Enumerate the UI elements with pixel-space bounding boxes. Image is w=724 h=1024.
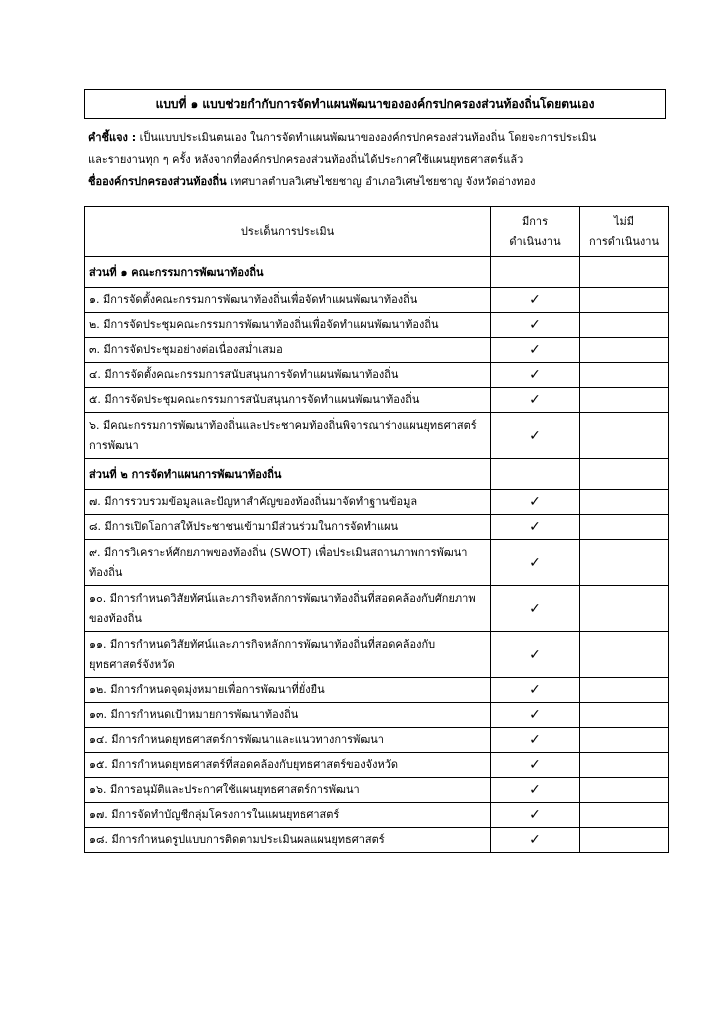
- section-row: [85, 459, 669, 490]
- check-icon: ✓: [491, 288, 580, 313]
- check-icon: ✓: [491, 413, 580, 459]
- header-done: มีการ ดำเนินงาน: [491, 207, 580, 257]
- not-done-cell: [580, 540, 669, 586]
- check-icon: ✓: [491, 678, 580, 703]
- check-icon: ✓: [491, 728, 580, 753]
- table-row: [85, 803, 669, 828]
- not-done-cell: [580, 413, 669, 459]
- instruction-label: คำชี้แจง :: [88, 131, 137, 144]
- form-title: แบบที่ ๑ แบบช่วยกำกับการจัดทำแผนพัฒนาขององค์กรปกครองส่วนท้องถิ่นโดยตนเอง: [84, 89, 666, 119]
- organization-label: ชื่อองค์กรปกครองส่วนท้องถิ่น: [88, 175, 227, 188]
- check-icon: ✓: [491, 703, 580, 728]
- item-label: ๒. มีการจัดประชุมคณะกรรมการพัฒนาท้องถิ่นเพื่อจัดทำแผนพัฒนาท้องถิ่น: [85, 313, 491, 338]
- item-label: ๑๔. มีการกำหนดยุทธศาสตร์การพัฒนาและแนวทางการพัฒนา: [85, 728, 491, 753]
- not-done-cell: [580, 288, 669, 313]
- not-done-cell: [580, 678, 669, 703]
- item-label: ๓. มีการจัดประชุมอย่างต่อเนื่องสม่ำเสมอ: [85, 338, 491, 363]
- item-label: ๑๖. มีการอนุมัติและประกาศใช้แผนยุทธศาสตร์การพัฒนา: [85, 778, 491, 803]
- section-row: [85, 257, 669, 288]
- table-row: [85, 586, 669, 632]
- table-row: [85, 338, 669, 363]
- check-icon: ✓: [491, 753, 580, 778]
- not-done-cell: [580, 728, 669, 753]
- not-done-cell: [580, 803, 669, 828]
- item-label: ๖. มีคณะกรรมการพัฒนาท้องถิ่นและประชาคมท้องถิ่นพิจารณาร่างแผนยุทธศาสตร์การพัฒนา: [85, 413, 491, 459]
- not-done-cell: [580, 338, 669, 363]
- instructions: [88, 127, 668, 193]
- not-done-cell: [580, 778, 669, 803]
- table-row: [85, 313, 669, 338]
- section-title: ส่วนที่ ๑ คณะกรรมการพัฒนาท้องถิ่น: [85, 257, 491, 288]
- not-done-cell: [580, 363, 669, 388]
- check-icon: ✓: [491, 388, 580, 413]
- item-label: ๑๑. มีการกำหนดวิสัยทัศน์และภารกิจหลักการพัฒนาท้องถิ่นที่สอดคล้องกับยุทธศาสตร์จังหวัด: [85, 632, 491, 678]
- item-label: ๘. มีการเปิดโอกาสให้ประชาชนเข้ามามีส่วนร่วมในการจัดทำแผน: [85, 515, 491, 540]
- not-done-cell: [580, 388, 669, 413]
- table-row: [85, 540, 669, 586]
- item-label: ๑. มีการจัดตั้งคณะกรรมการพัฒนาท้องถิ่นเพื่อจัดทำแผนพัฒนาท้องถิ่น: [85, 288, 491, 313]
- item-label: ๑๕. มีการกำหนดยุทธศาสตร์ที่สอดคล้องกับยุทธศาสตร์ของจังหวัด: [85, 753, 491, 778]
- table-row: [85, 778, 669, 803]
- item-label: ๗. มีการรวบรวมข้อมูลและปัญหาสำคัญของท้องถิ่นมาจัดทำฐานข้อมูล: [85, 490, 491, 515]
- item-label: ๑๐. มีการกำหนดวิสัยทัศน์และภารกิจหลักการพัฒนาท้องถิ่นที่สอดคล้องกับศักยภาพของท้องถิ่น: [85, 586, 491, 632]
- check-icon: ✓: [491, 778, 580, 803]
- table-row: [85, 388, 669, 413]
- item-label: ๑๗. มีการจัดทำบัญชีกลุ่มโครงการในแผนยุทธศาสตร์: [85, 803, 491, 828]
- check-icon: ✓: [491, 803, 580, 828]
- organization-line: [88, 171, 668, 193]
- table-row: [85, 490, 669, 515]
- organization-name: เทศบาลตำบลวิเศษไชยชาญ อำเภอวิเศษไชยชาญ จังหวัดอ่างทอง: [226, 175, 536, 188]
- instruction-text-1: เป็นแบบประเมินตนเอง ในการจัดทำแผนพัฒนาขององค์กรปกครองส่วนท้องถิ่น โดยจะการประเมิน: [136, 131, 597, 144]
- table-header: [85, 207, 669, 257]
- not-done-cell: [580, 490, 669, 515]
- item-label: ๙. มีการวิเคราะห์ศักยภาพของท้องถิ่น (SWOT) เพื่อประเมินสถานภาพการพัฒนาท้องถิ่น: [85, 540, 491, 586]
- check-icon: ✓: [491, 363, 580, 388]
- table-row: [85, 728, 669, 753]
- not-done-cell: [580, 632, 669, 678]
- table-row: [85, 288, 669, 313]
- table-row: [85, 678, 669, 703]
- check-icon: ✓: [491, 540, 580, 586]
- not-done-cell: [580, 828, 669, 853]
- check-icon: ✓: [491, 515, 580, 540]
- instruction-line-1: [88, 127, 668, 149]
- instruction-line-2: และรายงานทุก ๆ ครั้ง หลังจากที่องค์กรปกครองส่วนท้องถิ่นได้ประกาศใช้แผนยุทธศาสตร์แล้ว: [88, 153, 524, 166]
- item-label: ๕. มีการจัดประชุมคณะกรรมการสนับสนุนการจัดทำแผนพัฒนาท้องถิ่น: [85, 388, 491, 413]
- item-label: ๑๒. มีการกำหนดจุดมุ่งหมายเพื่อการพัฒนาที่ยั่งยืน: [85, 678, 491, 703]
- not-done-cell: [580, 753, 669, 778]
- check-icon: ✓: [491, 828, 580, 853]
- not-done-cell: [580, 703, 669, 728]
- table-row: [85, 515, 669, 540]
- not-done-cell: [580, 313, 669, 338]
- check-icon: ✓: [491, 632, 580, 678]
- section-title: ส่วนที่ ๒ การจัดทำแผนการพัฒนาท้องถิ่น: [85, 459, 491, 490]
- table-row: [85, 632, 669, 678]
- table-row: [85, 413, 669, 459]
- check-icon: ✓: [491, 313, 580, 338]
- evaluation-table: [84, 206, 669, 853]
- header-not-done: ไม่มี การดำเนินงาน: [580, 207, 669, 257]
- item-label: ๑๘. มีการกำหนดรูปแบบการติดตามประเมินผลแผนยุทธศาสตร์: [85, 828, 491, 853]
- table-row: [85, 753, 669, 778]
- check-icon: ✓: [491, 586, 580, 632]
- not-done-cell: [580, 586, 669, 632]
- table-row: [85, 828, 669, 853]
- check-icon: ✓: [491, 338, 580, 363]
- item-label: ๔. มีการจัดตั้งคณะกรรมการสนับสนุนการจัดทำแผนพัฒนาท้องถิ่น: [85, 363, 491, 388]
- not-done-cell: [580, 515, 669, 540]
- item-label: ๑๓. มีการกำหนดเป้าหมายการพัฒนาท้องถิ่น: [85, 703, 491, 728]
- check-icon: ✓: [491, 490, 580, 515]
- table-row: [85, 703, 669, 728]
- header-criteria: ประเด็นการประเมิน: [85, 207, 491, 257]
- table-row: [85, 363, 669, 388]
